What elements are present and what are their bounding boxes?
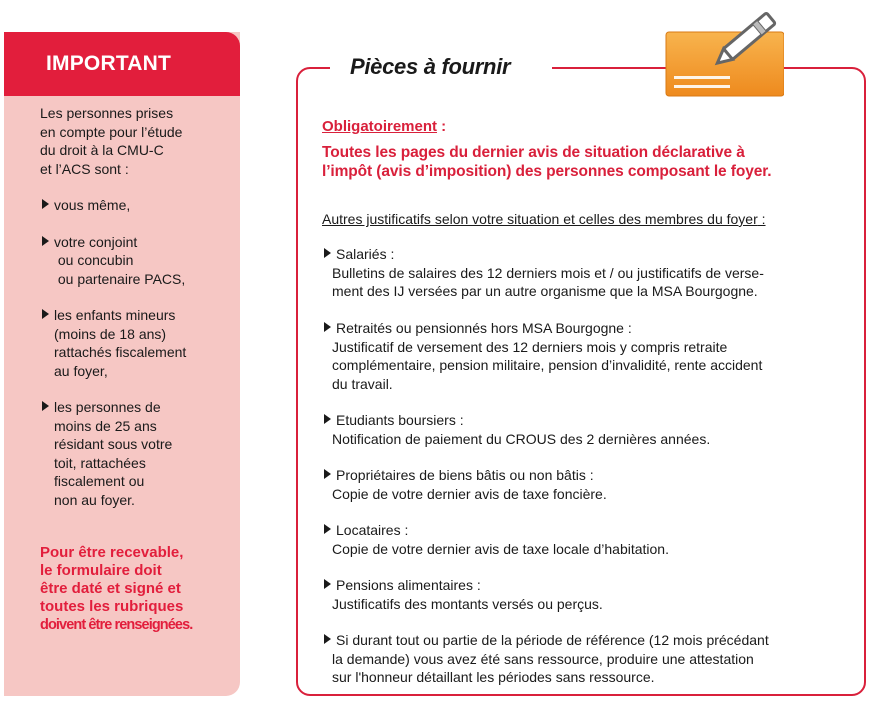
- section-proprietaires: [322, 466, 857, 503]
- list-item-text: votre conjoint: [54, 233, 138, 250]
- section-line: Notification de paiement du CROUS des 2 dernières années.: [332, 430, 711, 447]
- list-item: [40, 306, 230, 380]
- list-item-text: toit, rattachées: [54, 454, 146, 471]
- list-item: [40, 233, 230, 289]
- intro-line: en compte pour l’étude: [40, 123, 183, 140]
- list-item: [40, 196, 230, 215]
- section-salaries: [322, 245, 857, 301]
- list-item-text: les enfants mineurs: [54, 307, 176, 323]
- section-line: Justificatif de versement des 12 derniers mois y compris retraite: [332, 338, 728, 355]
- section-line: Bulletins de salaires des 12 derniers mois et / ou justificatifs de verse-: [332, 264, 764, 281]
- intro-line: et l’ACS sont :: [40, 160, 129, 177]
- important-title: IMPORTANT: [46, 52, 172, 75]
- triangle-bullet-icon: [42, 199, 49, 209]
- section-line: Copie de votre dernier avis de taxe foncière.: [332, 485, 607, 502]
- list-item-text: ou concubin: [54, 252, 134, 268]
- note-line: doivent être renseignées.: [40, 617, 193, 633]
- obligatoirement-label: Obligatoirement :: [322, 118, 447, 135]
- pieces-title: Pièces à fournir: [350, 54, 511, 79]
- obligatoirement-text: [322, 143, 862, 181]
- list-item-text: les personnes de: [54, 399, 161, 415]
- section-title: Pensions alimentaires :: [336, 577, 481, 593]
- section-title: Retraités ou pensionnés hors MSA Bourgogne :: [336, 320, 632, 336]
- triangle-bullet-icon: [42, 401, 49, 411]
- important-header: [4, 32, 240, 96]
- obligatoirement-line: Toutes les pages du dernier avis de situation déclarative à: [322, 144, 745, 161]
- triangle-bullet-icon: [324, 248, 331, 258]
- recevable-note: [40, 544, 240, 634]
- section-line: sur l'honneur détaillant les périodes sans ressource.: [332, 669, 655, 685]
- list-item-text: résidant sous votre: [54, 436, 173, 452]
- note-line: Pour être recevable,: [40, 544, 184, 561]
- section-title: Salariés :: [336, 246, 395, 262]
- section-title: Si durant tout ou partie de la période de référence (12 mois précédant: [336, 632, 769, 648]
- list-item-text: vous même,: [54, 197, 131, 213]
- list-item-text: moins de 25 ans: [54, 417, 157, 434]
- list-item-text: (moins de 18 ans): [54, 325, 167, 342]
- section-title: Etudiants boursiers :: [336, 412, 464, 428]
- section-line: complémentaire, pension militaire, pension d’invalidité, rente accident: [332, 357, 763, 373]
- list-item-text: non au foyer.: [54, 491, 135, 508]
- list-item: [40, 398, 230, 509]
- note-line: le formulaire doit: [40, 562, 162, 579]
- triangle-bullet-icon: [42, 309, 49, 319]
- triangle-bullet-icon: [324, 414, 331, 424]
- section-pensions: [322, 576, 857, 613]
- section-line: du travail.: [332, 375, 393, 392]
- section-line: la demande) vous avez été sans ressource, produire une attestation: [332, 650, 754, 667]
- triangle-bullet-icon: [324, 634, 331, 644]
- section-sans-ressource: [322, 631, 857, 687]
- autres-justificatifs-heading: Autres justificatifs selon votre situation et celles des membres du foyer :: [322, 211, 766, 227]
- section-title: Propriétaires de biens bâtis ou non bâtis :: [336, 467, 594, 483]
- important-body: [40, 104, 230, 509]
- section-title: Locataires :: [336, 522, 409, 538]
- list-item-text: rattachés fiscalement: [54, 344, 187, 360]
- pencil-paper-icon: [664, 2, 784, 98]
- intro-line: Les personnes prises: [40, 105, 174, 121]
- triangle-bullet-icon: [42, 236, 49, 246]
- obligatoirement-line: l’impôt (avis d’imposition) des personnes composant le foyer.: [322, 163, 772, 180]
- triangle-bullet-icon: [324, 579, 331, 589]
- list-item-text: ou partenaire PACS,: [54, 270, 186, 287]
- intro-line: du droit à la CMU-C: [40, 142, 164, 158]
- triangle-bullet-icon: [324, 524, 331, 534]
- section-locataires: [322, 521, 857, 558]
- section-line: Copie de votre dernier avis de taxe locale d’habitation.: [332, 540, 669, 557]
- list-item-text: au foyer,: [54, 362, 108, 379]
- section-line: Justificatifs des montants versés ou perçus.: [332, 595, 603, 612]
- list-item-text: fiscalement ou: [54, 473, 145, 489]
- triangle-bullet-icon: [324, 469, 331, 479]
- note-line: toutes les rubriques: [40, 598, 184, 615]
- section-etudiants: [322, 411, 857, 448]
- note-line: être daté et signé et: [40, 580, 181, 597]
- section-retraites: [322, 319, 857, 393]
- triangle-bullet-icon: [324, 322, 331, 332]
- section-line: ment des IJ versées par un autre organisme que la MSA Bourgogne.: [332, 283, 758, 299]
